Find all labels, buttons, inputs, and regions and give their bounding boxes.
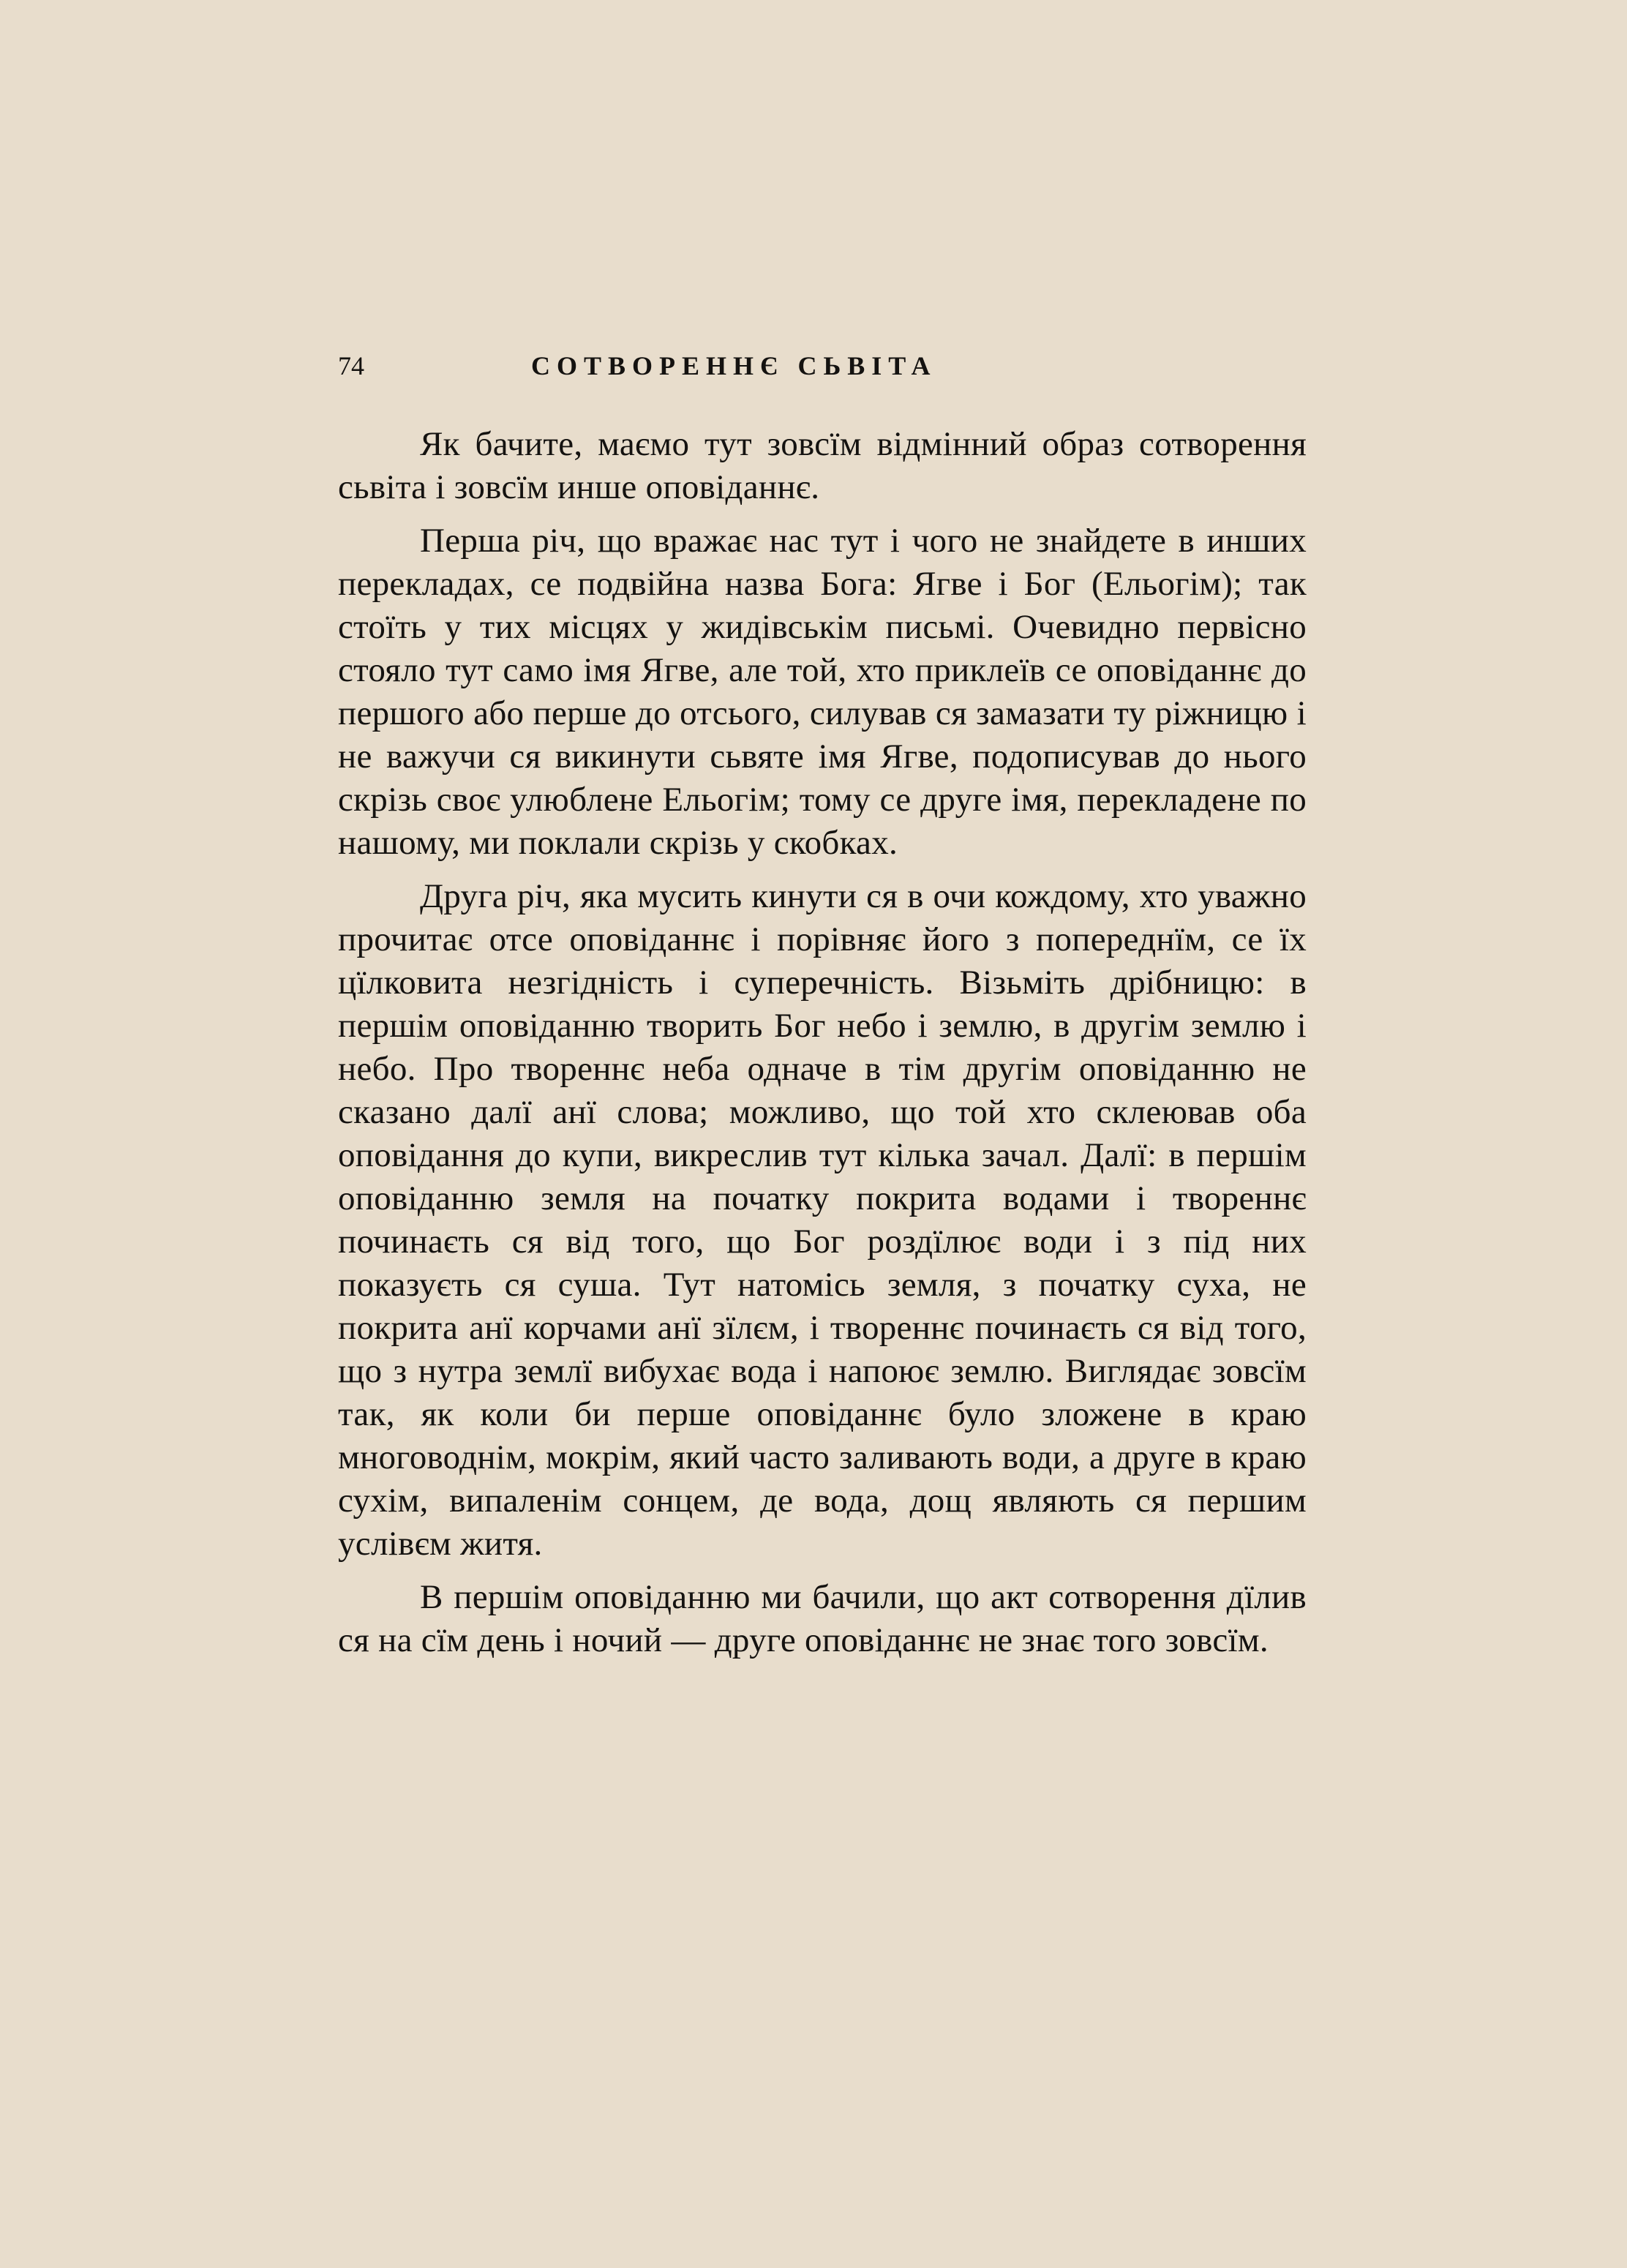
paragraph: Друга річ, яка мусить кинути ся в очи кождому, хто уважно прочитає отсе оповіданнє і порівняє його з попереднїм, се їх цїлковита незгідність і суперечність. Візьміть дрібницю: в першім оповіданню творить Бог небо і землю, в другім землю і небо. Про твореннє неба одначе в тім другім оповіданню не сказано далї анї слова; можливо, що той хто склеював оба оповідання до купи, викреслив тут кілька зачал. Далї: в першім оповіданню земля на початку покрита водами і твореннє починаєть ся від того, що Бог роздїлює води і з під них показуєть ся суша. Тут натомісь земля, з початку суха, не покрита анї корчами анї зїлєм, і твореннє починаєть ся від того, що з нутра землї вибухає вода і напоює землю. Виглядає зовсїм так, як коли би перше оповіданнє було зложене в краю многоводнім, мокрім, який часто заливають води, а друге в краю сухім, випаленім сонцем, де вода, дощ являють ся першим услівєм житя. [338,877,1307,1563]
paragraph: Як бачите, маємо тут зовсїм відмінний образ сотворення сьвіта і зовсїм инше оповіданнє. [338,425,1307,506]
body-text [338,423,1307,1662]
running-title: СОТВОРЕННЄ СЬВІТА [531,351,937,380]
book-page [338,344,1307,1672]
paragraph: В першім оповіданню ми бачили, що акт сотворення дїлив ся на сїм день і ночий — друге оповіданнє не знає того зовсїм. [338,1578,1307,1659]
page-number: 74 [338,351,364,380]
paragraph: Перша річ, що вражає нас тут і чого не знайдете в инших перекладах, се подвійна назва Бога: Ягве і Бог (Ельогім); так стоїть у тих місцях у жидівськім письмі. Очевидно первісно стояло тут само імя Ягве, але той, хто приклеїв се оповіданнє до першого або перше до отсього, силував ся замазати ту ріжницю і не важучи ся викинути сьвяте імя Ягве, подописував до нього скрізь своє улюблене Ельогім; тому се друге імя, перекладене по нашому, ми поклали скрізь у скобках. [338,522,1307,862]
running-head [338,344,1307,388]
